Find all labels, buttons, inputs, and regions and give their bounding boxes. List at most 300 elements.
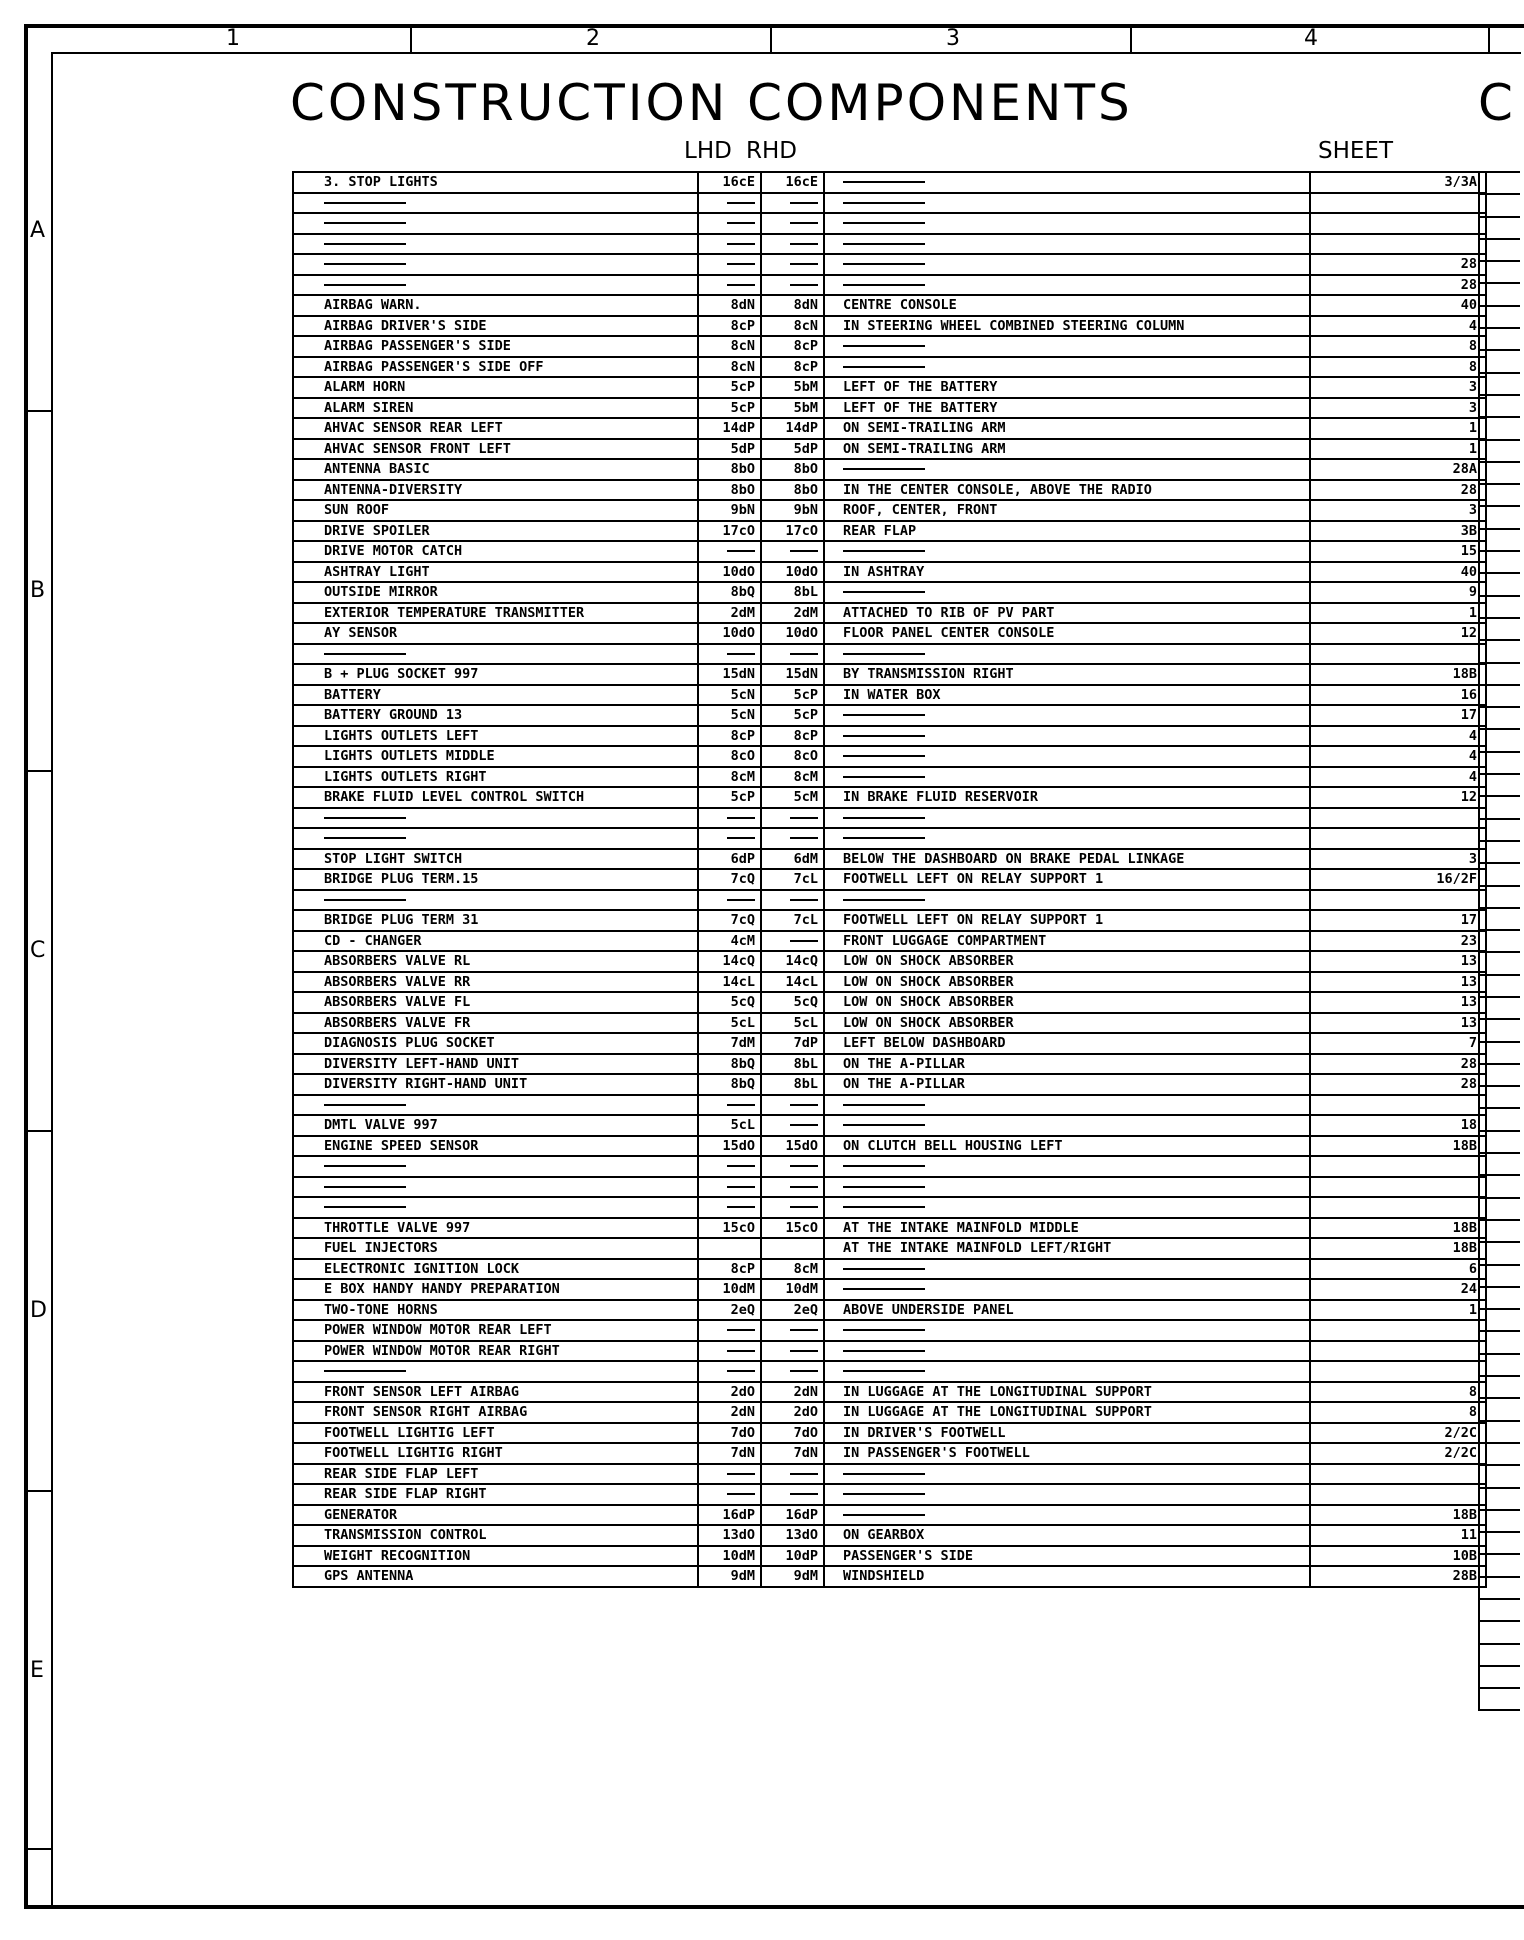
blank-dash [790, 550, 818, 552]
blank-dash [324, 222, 406, 224]
blank-dash [843, 1288, 925, 1290]
lhd-code: 5cP [698, 377, 761, 398]
blank-dash [843, 1514, 925, 1516]
lhd-code: 5cQ [698, 992, 761, 1013]
table-row [293, 869, 1486, 890]
row-label-a: A [30, 218, 46, 243]
sheet-ref: 11 [1310, 1525, 1486, 1546]
component-name: TRANSMISSION CONTROL [293, 1525, 698, 1546]
component-name: ABSORBERS VALVE FL [293, 992, 698, 1013]
table-row [293, 1423, 1486, 1444]
blank-dash [790, 1370, 818, 1372]
component-name: AIRBAG WARN. [293, 295, 698, 316]
sheet-ref: 4 [1310, 316, 1486, 337]
table-row [293, 1218, 1486, 1239]
blank-dash [727, 550, 755, 552]
rhd-code [761, 541, 824, 562]
fragment-row [1480, 1645, 1520, 1667]
sheet-ref: 7 [1310, 1033, 1486, 1054]
blank-dash [790, 263, 818, 265]
rhd-code: 5cM [761, 787, 824, 808]
blank-dash [727, 222, 755, 224]
lhd-code [698, 808, 761, 829]
location: IN ASHTRAY [824, 562, 1310, 583]
sheet-ref [1310, 1464, 1486, 1485]
blank-dash [324, 243, 406, 245]
lhd-code: 2dO [698, 1382, 761, 1403]
location [824, 1279, 1310, 1300]
sheet-ref: 10B [1310, 1546, 1486, 1567]
fragment-row [1480, 240, 1520, 262]
location [824, 1320, 1310, 1341]
table-row [293, 1566, 1486, 1587]
lhd-code: 9dM [698, 1566, 761, 1587]
location: FRONT LUGGAGE COMPARTMENT [824, 931, 1310, 952]
table-row [293, 849, 1486, 870]
component-name: EXTERIOR TEMPERATURE TRANSMITTER [293, 603, 698, 624]
rhd-code: 7cL [761, 869, 824, 890]
lhd-code: 10dO [698, 623, 761, 644]
rhd-code: 8cP [761, 336, 824, 357]
blank-dash [843, 653, 925, 655]
location [824, 1259, 1310, 1280]
component-name: ABSORBERS VALVE RR [293, 972, 698, 993]
sheet-ref: 28A [1310, 459, 1486, 480]
blank-dash [727, 1186, 755, 1188]
location [824, 275, 1310, 296]
component-name: CD - CHANGER [293, 931, 698, 952]
location [824, 1095, 1310, 1116]
component-name: POWER WINDOW MOTOR REAR LEFT [293, 1320, 698, 1341]
sheet-ref: 3 [1310, 500, 1486, 521]
table-row [293, 1156, 1486, 1177]
sheet-ref: 18B [1310, 1505, 1486, 1526]
fragment-row [1480, 530, 1520, 552]
lhd-code [698, 1238, 761, 1259]
sheet-ref: 1 [1310, 418, 1486, 439]
location [824, 1156, 1310, 1177]
location [824, 746, 1310, 767]
location: ATTACHED TO RIB OF PV PART [824, 603, 1310, 624]
table-row [293, 623, 1486, 644]
rhd-code: 5cL [761, 1013, 824, 1034]
location: ON THE A-PILLAR [824, 1054, 1310, 1075]
component-name [293, 193, 698, 214]
location [824, 1361, 1310, 1382]
fragment-row [1480, 1132, 1520, 1154]
fragment-row [1480, 1020, 1520, 1042]
component-name: ALARM SIREN [293, 398, 698, 419]
table-row [293, 1484, 1486, 1505]
table-row [293, 1443, 1486, 1464]
sheet-ref: 16 [1310, 685, 1486, 706]
lhd-code [698, 1320, 761, 1341]
component-name [293, 1156, 698, 1177]
fragment-row [1480, 1266, 1520, 1288]
location: IN DRIVER'S FOOTWELL [824, 1423, 1310, 1444]
location [824, 1505, 1310, 1526]
lhd-code: 8bO [698, 459, 761, 480]
sheet-ref: 17 [1310, 705, 1486, 726]
sheet-ref: 8 [1310, 336, 1486, 357]
blank-dash [790, 1350, 818, 1352]
sheet-ref [1310, 1484, 1486, 1505]
lhd-code [698, 890, 761, 911]
fragment-row [1480, 485, 1520, 507]
location [824, 1177, 1310, 1198]
table-row [293, 890, 1486, 911]
sheet-ref: 8 [1310, 357, 1486, 378]
location [824, 193, 1310, 214]
rhd-code: 5cP [761, 685, 824, 706]
table-row [293, 787, 1486, 808]
blank-dash [324, 1186, 406, 1188]
component-name: DIVERSITY LEFT-HAND UNIT [293, 1054, 698, 1075]
blank-dash [843, 345, 925, 347]
location: ON THE A-PILLAR [824, 1074, 1310, 1095]
component-name: FUEL INJECTORS [293, 1238, 698, 1259]
rhd-code: 9dM [761, 1566, 824, 1587]
fragment-row [1480, 1422, 1520, 1444]
sheet-ref: 8 [1310, 1382, 1486, 1403]
lhd-code [698, 1484, 761, 1505]
location: AT THE INTAKE MAINFOLD LEFT/RIGHT [824, 1238, 1310, 1259]
column-divider [770, 24, 772, 52]
table-row [293, 1382, 1486, 1403]
location [824, 1115, 1310, 1136]
header-lhd: LHD [684, 138, 732, 164]
table-row [293, 1074, 1486, 1095]
blank-dash [790, 1186, 818, 1188]
lhd-code: 7dM [698, 1033, 761, 1054]
table-row [293, 1177, 1486, 1198]
lhd-code: 13dO [698, 1525, 761, 1546]
location: IN LUGGAGE AT THE LONGITUDINAL SUPPORT [824, 1382, 1310, 1403]
location [824, 726, 1310, 747]
lhd-code [698, 828, 761, 849]
component-name [293, 1177, 698, 1198]
location [824, 234, 1310, 255]
location: LEFT BELOW DASHBOARD [824, 1033, 1310, 1054]
component-name: THROTTLE VALVE 997 [293, 1218, 698, 1239]
blank-dash [790, 1124, 818, 1126]
location: CENTRE CONSOLE [824, 295, 1310, 316]
sheet-ref: 9 [1310, 582, 1486, 603]
fragment-row [1480, 507, 1520, 529]
blank-dash [324, 837, 406, 839]
sheet-ref: 1 [1310, 603, 1486, 624]
component-name: FOOTWELL LIGHTIG LEFT [293, 1423, 698, 1444]
lhd-code: 5cP [698, 398, 761, 419]
sheet-ref: 18B [1310, 664, 1486, 685]
fragment-row [1480, 597, 1520, 619]
header-rhd: RHD [746, 138, 797, 164]
table-row [293, 439, 1486, 460]
blank-dash [727, 1493, 755, 1495]
rhd-code: 5cP [761, 705, 824, 726]
location [824, 808, 1310, 829]
lhd-code: 5cN [698, 705, 761, 726]
location: WINDSHIELD [824, 1566, 1310, 1587]
sheet-ref [1310, 1341, 1486, 1362]
sheet-ref [1310, 808, 1486, 829]
blank-dash [727, 1206, 755, 1208]
table-row [293, 1300, 1486, 1321]
fragment-row [1480, 1332, 1520, 1354]
table-row [293, 1033, 1486, 1054]
location: ABOVE UNDERSIDE PANEL [824, 1300, 1310, 1321]
component-name: AIRBAG PASSENGER'S SIDE OFF [293, 357, 698, 378]
blank-dash [324, 1206, 406, 1208]
blank-dash [727, 1104, 755, 1106]
table-row [293, 500, 1486, 521]
rhd-code: 13dO [761, 1525, 824, 1546]
rhd-code: 2dO [761, 1402, 824, 1423]
blank-dash [843, 1370, 925, 1372]
component-name: REAR SIDE FLAP RIGHT [293, 1484, 698, 1505]
table-row [293, 418, 1486, 439]
lhd-code [698, 1341, 761, 1362]
fragment-row [1480, 1466, 1520, 1488]
component-name: ABSORBERS VALVE FR [293, 1013, 698, 1034]
table-row [293, 193, 1486, 214]
table-row [293, 480, 1486, 501]
fragment-row [1480, 1444, 1520, 1466]
sheet-ref: 3 [1310, 849, 1486, 870]
fragment-row [1480, 441, 1520, 463]
table-row [293, 254, 1486, 275]
blank-dash [843, 284, 925, 286]
rhd-code: 14cQ [761, 951, 824, 972]
location [824, 213, 1310, 234]
table-row [293, 316, 1486, 337]
sheet-ref [1310, 890, 1486, 911]
location: IN BRAKE FLUID RESERVOIR [824, 787, 1310, 808]
lhd-code [698, 541, 761, 562]
fragment-row [1480, 351, 1520, 373]
location [824, 254, 1310, 275]
fragment-row [1480, 307, 1520, 329]
sheet-ref: 1 [1310, 439, 1486, 460]
sheet-ref [1310, 1361, 1486, 1382]
location: ON SEMI-TRAILING ARM [824, 418, 1310, 439]
fragment-row [1480, 686, 1520, 708]
location: IN STEERING WHEEL COMBINED STEERING COLUMN [824, 316, 1310, 337]
table-row [293, 603, 1486, 624]
blank-dash [790, 837, 818, 839]
rhd-code [761, 1484, 824, 1505]
sheet-ref [1310, 1177, 1486, 1198]
rhd-code: 14cL [761, 972, 824, 993]
fragment-row [1480, 284, 1520, 306]
fragment-row [1480, 218, 1520, 240]
fragment-row [1480, 1377, 1520, 1399]
blank-dash [727, 202, 755, 204]
table-row [293, 459, 1486, 480]
rhd-code: 15cO [761, 1218, 824, 1239]
blank-dash [790, 222, 818, 224]
fragment-row [1480, 463, 1520, 485]
blank-dash [790, 1493, 818, 1495]
lhd-code: 8cP [698, 726, 761, 747]
table-row [293, 931, 1486, 952]
lhd-code [698, 1464, 761, 1485]
rhd-code: 7dO [761, 1423, 824, 1444]
location [824, 705, 1310, 726]
location: LEFT OF THE BATTERY [824, 377, 1310, 398]
location: AT THE INTAKE MAINFOLD MIDDLE [824, 1218, 1310, 1239]
rhd-code [761, 1320, 824, 1341]
sheet-ref: 3 [1310, 377, 1486, 398]
fragment-row [1480, 574, 1520, 596]
location: FOOTWELL LEFT ON RELAY SUPPORT 1 [824, 869, 1310, 890]
table-row [293, 746, 1486, 767]
fragment-row [1480, 1578, 1520, 1600]
component-name [293, 1095, 698, 1116]
fragment-row [1480, 998, 1520, 1020]
sheet-ref: 2/2C [1310, 1443, 1486, 1464]
component-name: B + PLUG SOCKET 997 [293, 664, 698, 685]
component-name: ABSORBERS VALVE RL [293, 951, 698, 972]
row-divider [24, 1848, 52, 1850]
blank-dash [324, 899, 406, 901]
fragment-row [1480, 329, 1520, 351]
blank-dash [790, 1104, 818, 1106]
sheet-ref: 4 [1310, 726, 1486, 747]
table-row [293, 685, 1486, 706]
location [824, 890, 1310, 911]
table-row [293, 1402, 1486, 1423]
fragment-row [1480, 775, 1520, 797]
sheet-ref: 18B [1310, 1136, 1486, 1157]
next-page-table-fragment [1478, 171, 1520, 1711]
rhd-code [761, 213, 824, 234]
blank-dash [843, 366, 925, 368]
component-name: BATTERY GROUND 13 [293, 705, 698, 726]
rhd-code: 10dP [761, 1546, 824, 1567]
column-label-1: 1 [226, 26, 240, 51]
blank-dash [727, 837, 755, 839]
rhd-code [761, 931, 824, 952]
component-name: AIRBAG DRIVER'S SIDE [293, 316, 698, 337]
rhd-code: 2dM [761, 603, 824, 624]
rhd-code: 15dN [761, 664, 824, 685]
lhd-code: 8dN [698, 295, 761, 316]
table-row [293, 644, 1486, 665]
sheet-ref: 40 [1310, 562, 1486, 583]
blank-dash [843, 817, 925, 819]
rhd-code [761, 1177, 824, 1198]
blank-dash [727, 1370, 755, 1372]
blank-dash [843, 1473, 925, 1475]
fragment-row [1480, 1043, 1520, 1065]
table-row [293, 213, 1486, 234]
fragment-row [1480, 708, 1520, 730]
blank-dash [727, 1350, 755, 1352]
location [824, 357, 1310, 378]
lhd-code: 2dN [698, 1402, 761, 1423]
table-row [293, 992, 1486, 1013]
rhd-code [761, 890, 824, 911]
blank-dash [324, 1165, 406, 1167]
lhd-code: 7dO [698, 1423, 761, 1444]
next-page-title-fragment: C [1478, 74, 1513, 132]
component-name [293, 1197, 698, 1218]
sheet-ref: 3B [1310, 521, 1486, 542]
location [824, 541, 1310, 562]
rhd-code: 6dM [761, 849, 824, 870]
rhd-code: 14dP [761, 418, 824, 439]
rhd-code [761, 1464, 824, 1485]
component-name [293, 1361, 698, 1382]
fragment-row [1480, 641, 1520, 663]
fragment-row [1480, 1065, 1520, 1087]
blank-dash [843, 837, 925, 839]
rhd-code: 8bL [761, 1074, 824, 1095]
location [824, 582, 1310, 603]
lhd-code [698, 234, 761, 255]
lhd-code: 8bQ [698, 1074, 761, 1095]
blank-dash [790, 940, 818, 942]
location: IN LUGGAGE AT THE LONGITUDINAL SUPPORT [824, 1402, 1310, 1423]
fragment-row [1480, 730, 1520, 752]
lhd-code: 8cO [698, 746, 761, 767]
sheet-ref: 3 [1310, 398, 1486, 419]
component-name: DRIVE MOTOR CATCH [293, 541, 698, 562]
lhd-code: 8cN [698, 357, 761, 378]
fragment-row [1480, 1221, 1520, 1243]
component-name: TWO-TONE HORNS [293, 1300, 698, 1321]
table-row [293, 541, 1486, 562]
sheet-ref: 4 [1310, 746, 1486, 767]
sheet-ref [1310, 1156, 1486, 1177]
blank-dash [843, 468, 925, 470]
rhd-code: 5bM [761, 377, 824, 398]
blank-dash [790, 1165, 818, 1167]
table-row [293, 1525, 1486, 1546]
fragment-row [1480, 374, 1520, 396]
fragment-row [1480, 887, 1520, 909]
fragment-row [1480, 976, 1520, 998]
component-name: FRONT SENSOR LEFT AIRBAG [293, 1382, 698, 1403]
lhd-code: 14cL [698, 972, 761, 993]
location: ON SEMI-TRAILING ARM [824, 439, 1310, 460]
lhd-code [698, 213, 761, 234]
blank-dash [790, 817, 818, 819]
rhd-code: 2dN [761, 1382, 824, 1403]
table-row [293, 1013, 1486, 1034]
component-name [293, 254, 698, 275]
table-row [293, 828, 1486, 849]
blank-dash [843, 202, 925, 204]
fragment-row [1480, 1667, 1520, 1689]
location: LOW ON SHOCK ABSORBER [824, 972, 1310, 993]
fragment-row [1480, 842, 1520, 864]
table-row [293, 1320, 1486, 1341]
component-name: ANTENNA BASIC [293, 459, 698, 480]
component-name: BATTERY [293, 685, 698, 706]
sheet-ref [1310, 644, 1486, 665]
fragment-row [1480, 1489, 1520, 1511]
fragment-row [1480, 619, 1520, 641]
rhd-code [761, 1115, 824, 1136]
rhd-code [761, 808, 824, 829]
lhd-code: 15dO [698, 1136, 761, 1157]
component-name: ASHTRAY LIGHT [293, 562, 698, 583]
component-name: GENERATOR [293, 1505, 698, 1526]
fragment-row [1480, 1154, 1520, 1176]
sheet-ref: 28 [1310, 1074, 1486, 1095]
